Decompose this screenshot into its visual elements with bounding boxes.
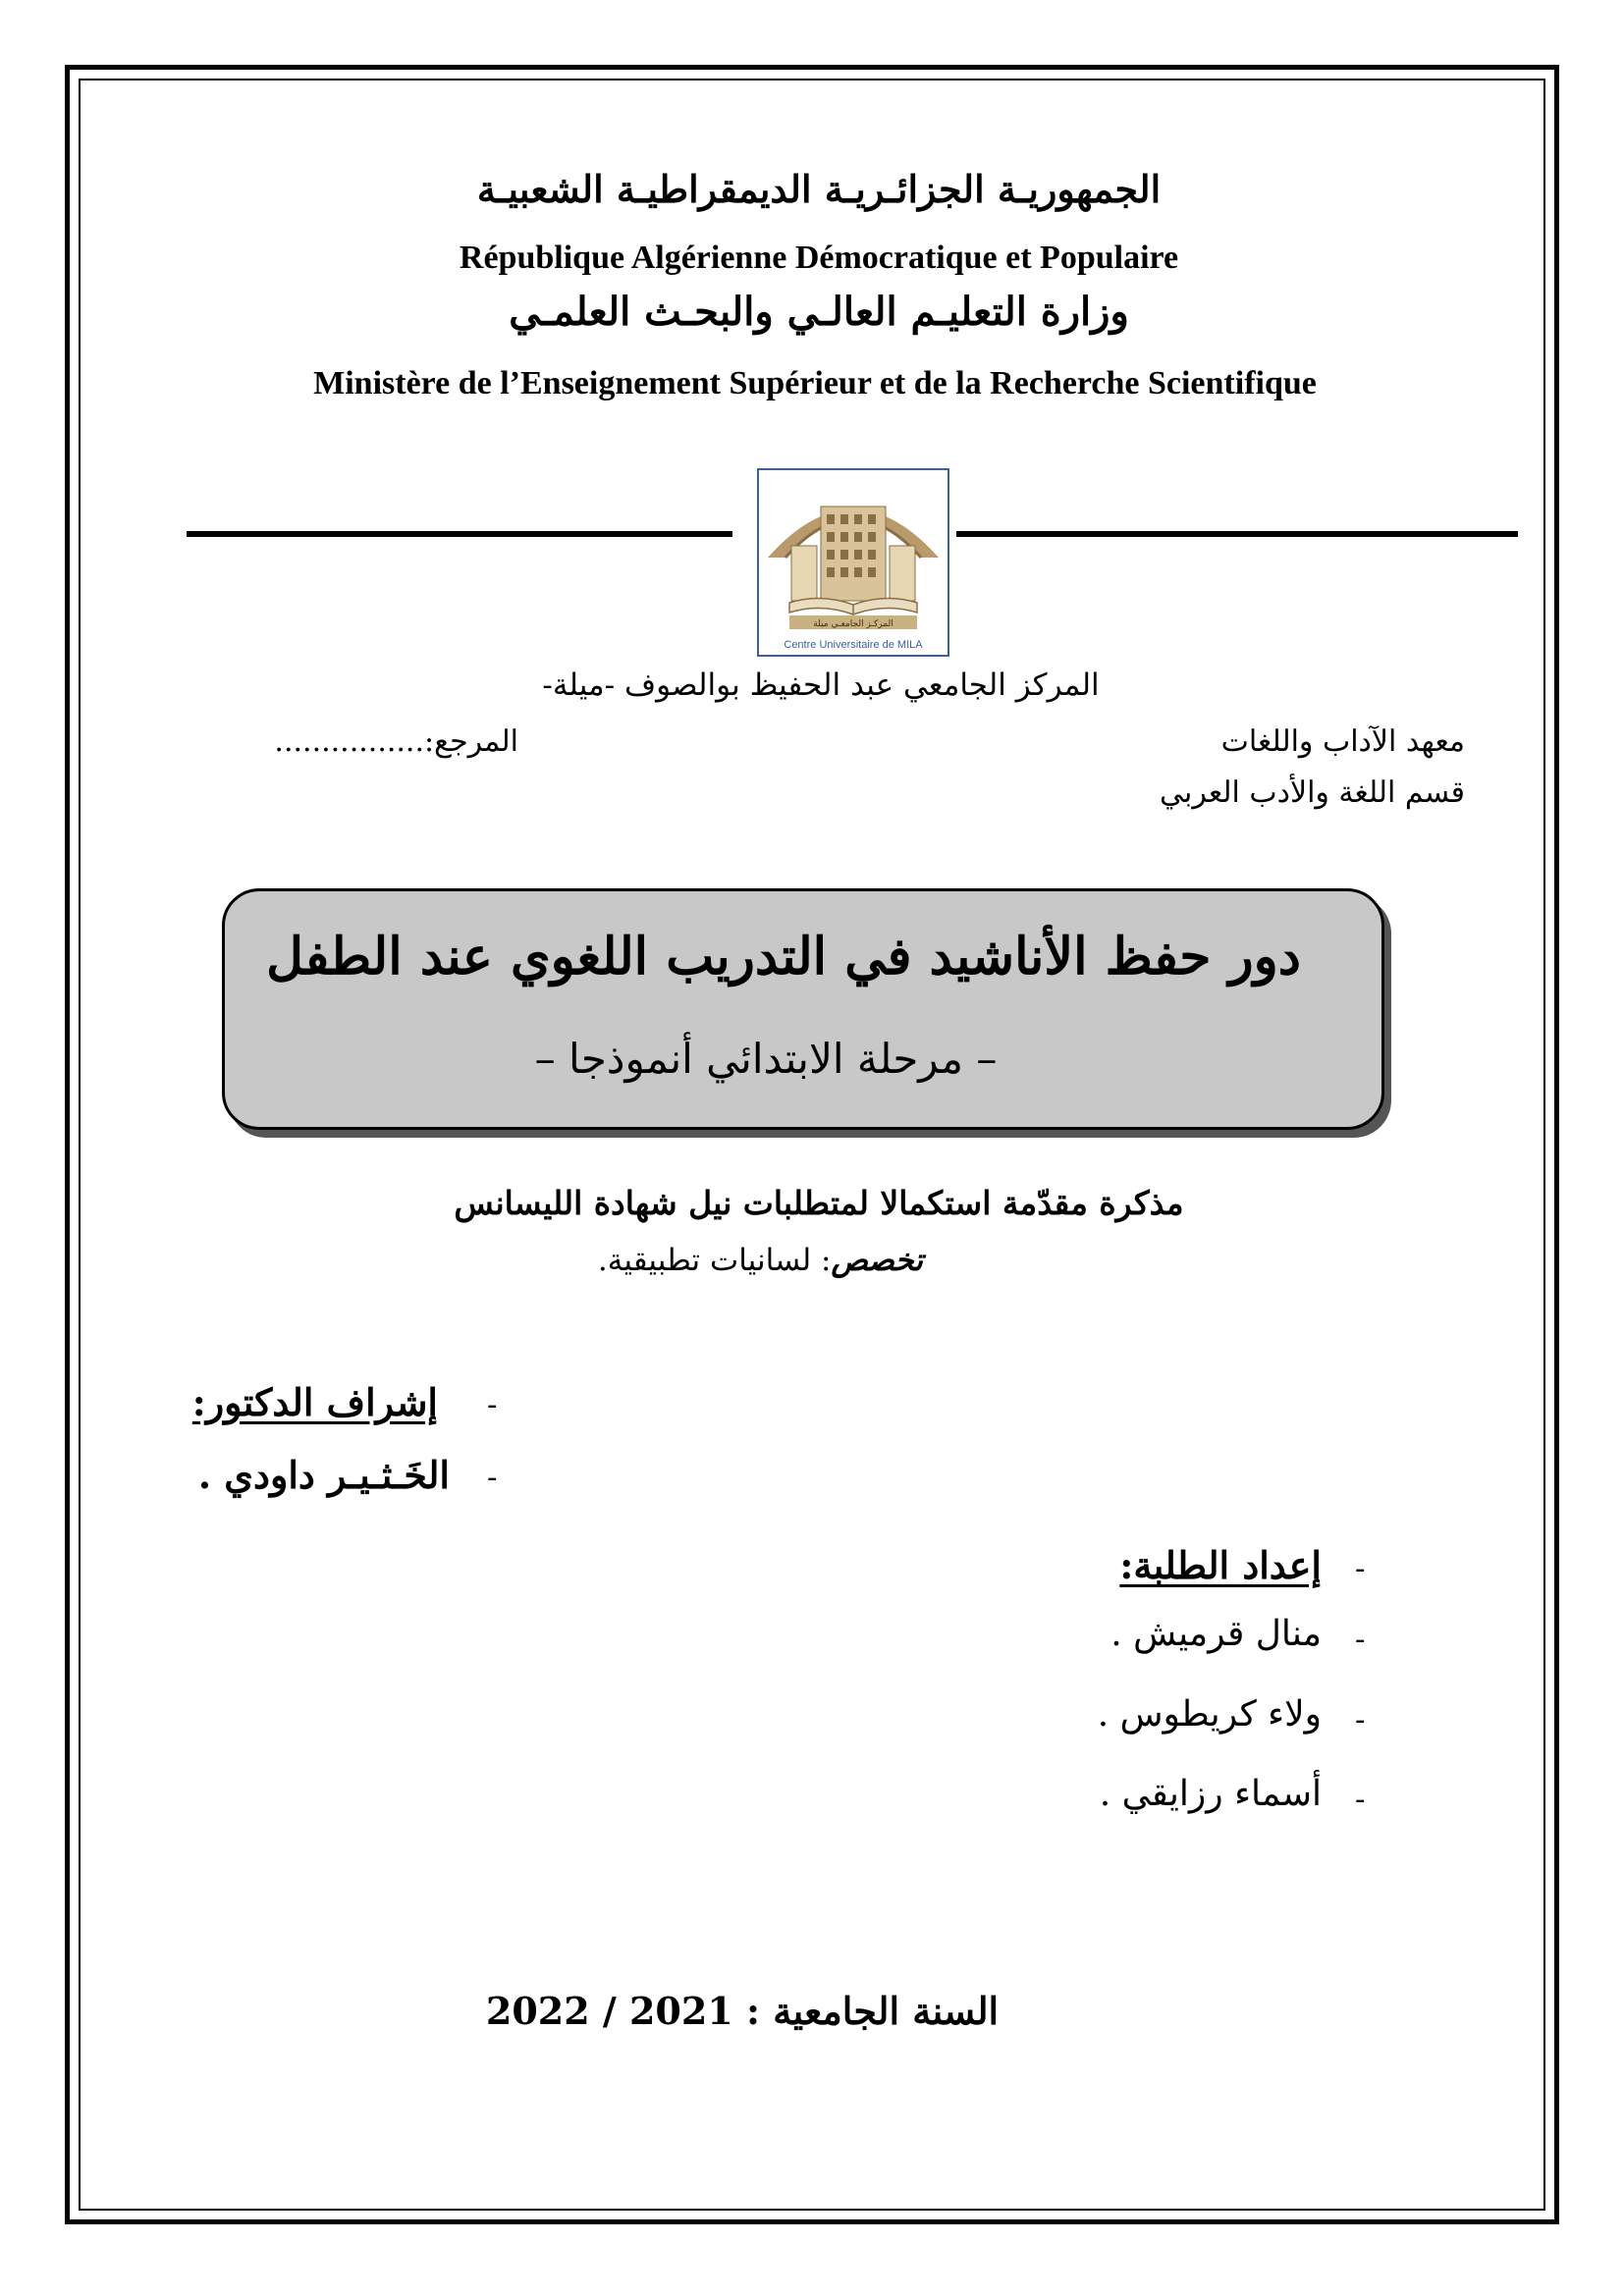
thesis-subtitle: – مرحلة الابتدائي أنموذجا – bbox=[534, 1035, 998, 1083]
student-dash-1: - bbox=[1355, 1622, 1366, 1657]
student-name-1: منال قرميش . bbox=[1110, 1614, 1322, 1654]
logo-caption: Centre Universitaire de MILA bbox=[784, 639, 923, 651]
students-label: إعداد الطلبة: bbox=[1119, 1543, 1322, 1587]
separator-right bbox=[956, 531, 1518, 537]
student-dash-2: - bbox=[1355, 1702, 1366, 1737]
republic-french: République Algérienne Démocratique et Populaire bbox=[459, 240, 1179, 276]
title-box bbox=[222, 888, 1384, 1130]
academic-year: السنة الجامعية : 2021 / 2022 bbox=[485, 1989, 1000, 2033]
student-dash-3: - bbox=[1355, 1782, 1366, 1817]
supervision-label: إشراف الدكتور: bbox=[191, 1380, 438, 1424]
university-center: المركز الجامعي عبد الحفيظ بوالصوف -ميلة- bbox=[542, 667, 1100, 703]
supervisor-name: الخَـثـيـر داودي . bbox=[197, 1453, 450, 1497]
university-logo bbox=[756, 467, 950, 658]
institute-name: معهد الآداب واللغات bbox=[1220, 724, 1465, 759]
ministry-french: Ministère de l’Enseignement Supérieur et de la Recherche Scientifique bbox=[313, 365, 1317, 401]
reference-field: المرجع:................ bbox=[274, 724, 518, 759]
supervisor-dash: - bbox=[487, 1460, 498, 1495]
separator-left bbox=[187, 531, 732, 537]
supervision-dash: - bbox=[487, 1387, 498, 1422]
specialty-line bbox=[598, 1243, 923, 1278]
thesis-title: دور حفظ الأناشيد في التدريب اللغوي عند الطفل bbox=[266, 927, 1301, 987]
student-name-3: أسماء رزايقي . bbox=[1099, 1774, 1322, 1814]
students-dash: - bbox=[1355, 1551, 1366, 1586]
logo-ribbon-text: المركـز الجامعـي ميلة bbox=[813, 619, 893, 629]
student-name-2: ولاء كريطوس . bbox=[1097, 1694, 1322, 1735]
specialty-value: : لسانيات تطبيقية. bbox=[597, 1243, 832, 1278]
department-name: قسم اللغة والأدب العربي bbox=[1159, 775, 1465, 810]
republic-arabic: الجمهوريـة الجزائـريـة الديمقراطيـة الشعبيـة bbox=[476, 167, 1162, 211]
specialty-label: تخصص bbox=[831, 1243, 923, 1278]
thesis-statement: مذكرة مقدّمة استكمالا لمتطلبات نيل شهادة الليسانس bbox=[454, 1184, 1184, 1222]
ministry-arabic: وزارة التعليـم العالـي والبحـث العلمـي bbox=[509, 289, 1129, 335]
